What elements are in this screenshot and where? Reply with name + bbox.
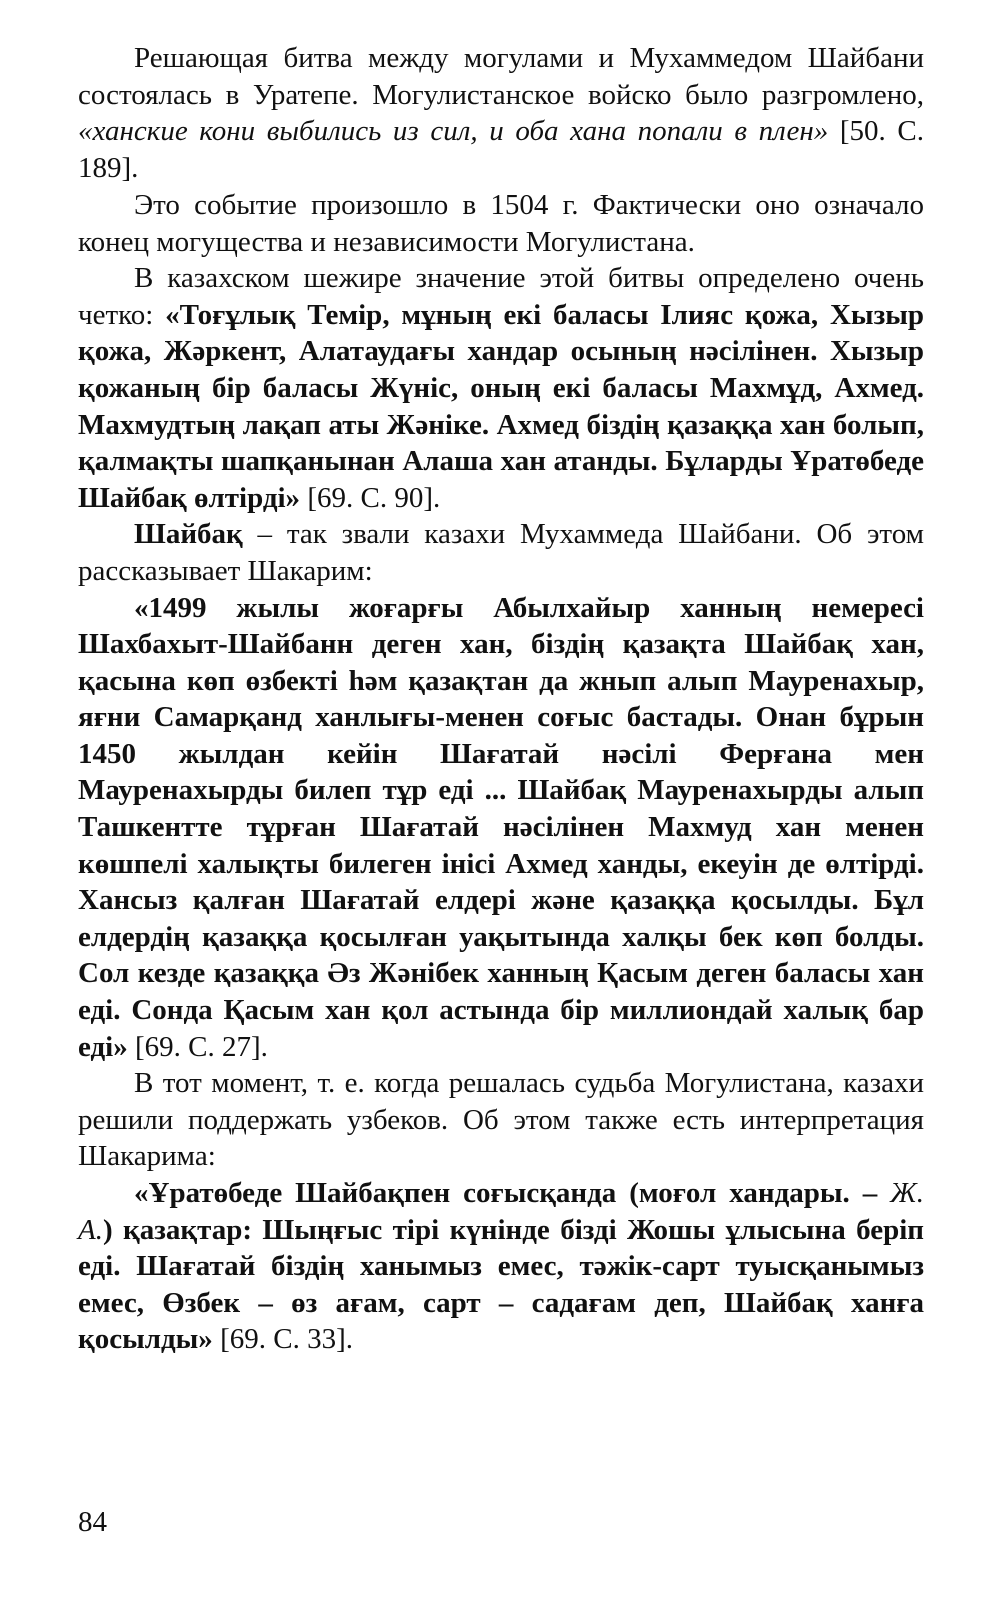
page-number: 84 — [78, 1506, 107, 1538]
quote-bold-kazakh: ) қазақтар: Шыңғыс тірі күнінде бізді Жошы ұлысына беріп еді. Шағатай біздің ханымыз емес, тәжік-сарт туысқанымыз емес, Өзбек – өз ағам, сарт – садағам деп, Шайбақ ханға қосылды» — [78, 1213, 924, 1356]
citation: [69. С. 27]. — [127, 1030, 268, 1063]
paragraph-kazakhs-support — [78, 1065, 924, 1175]
citation: [69. С. 33]. — [212, 1323, 353, 1356]
citation: [50. С. 189]. — [78, 115, 925, 184]
paragraph-text: – так звали казахи Мухаммеда Шайбани. Об этом рассказывает Шакарим: — [78, 518, 924, 587]
quote-bold-kazakh: «Тоғұлық Темір, мұның екі баласы Ілияс қожа, Хызыр қожа, Жәркент, Алатаудағы хандар осының нәсілінен. Хызыр қожаның бір баласы Жүніс, оның екі баласы Махмұд, Ахмед. Махмудтың лақап аты Жәніке. Ахмед біздің қазаққа хан болып, қалмақты шапқанынан Алаша хан атанды. Бұларды Ұратөбеде Шайбақ өлтірді» — [78, 298, 925, 514]
quote-bold-kazakh: «Ұратөбеде Шайбақпен соғысқанда (моғол хандары. – — [134, 1177, 891, 1209]
quote-bold-kazakh: «1499 жылы жоғарғы Абылхайыр ханның немересі Шахбахыт-Шайбанн деген хан, біздің қазақта Шайбақ хан, қасына көп өзбекті һәм қазақтан да жнып алып Мауренахыр, яғни Самарқанд ханлығы-менен соғыс бастады. Онан бұрын 1450 жылдан кейін Шағатай нәсілі Ферғана мен Мауренахырды билеп тұр еді ... Шайбақ Мауренахырды алып Ташкентте тұрған Шағатай нәсілінен Махмуд хан менен көшпелі халықты билеген інісі Ахмед ханды, екеуін де өлтірді. Хансыз қалған Шағатай елдері және қазаққа қосылды. Бұл елдердің қазаққа қосылған уақытында халқы бек көп болды. Сол кезде қазаққа Әз Жәнібек ханның Қасым деген баласы хан еді. Сонда Қасым хан қол астында бір миллиондай халық бар еді» — [78, 591, 924, 1063]
paragraph-text: В казахском шежире значение этой битвы определено очень четко: — [78, 262, 924, 331]
paragraph-shakarim-quote-1 — [78, 590, 924, 1066]
citation: [69. С. 90]. — [300, 481, 441, 514]
paragraph-battle-uratepe — [78, 40, 924, 186]
paragraph-shakarim-quote-2 — [78, 1175, 924, 1358]
paragraph-text: Это событие произошло в 1504 г. Фактически оно означало конец могущества и независимости Могулистана. — [78, 188, 924, 258]
author-initials: Ж. А. — [78, 1177, 924, 1246]
term-bold: Шайбақ — [134, 518, 243, 551]
paragraph-shaibak-name — [78, 516, 924, 589]
paragraph-text: В тот момент, т. е. когда решалась судьба Могулистана, казахи решили поддержать узбеков. Об этом также есть интерпретация Шакарима: — [78, 1067, 924, 1173]
paragraph-shezhire — [78, 260, 924, 516]
paragraph-event-1504 — [78, 187, 924, 260]
page-body — [78, 40, 924, 1358]
quote-italic: «ханские кони выбились из сил, и оба хана попали в плен» — [78, 115, 829, 148]
paragraph-text: Решающая битва между могулами и Мухаммедом Шайбани состоялась в Уратепе. Могулистанское войско было разгромлено, — [78, 42, 924, 111]
